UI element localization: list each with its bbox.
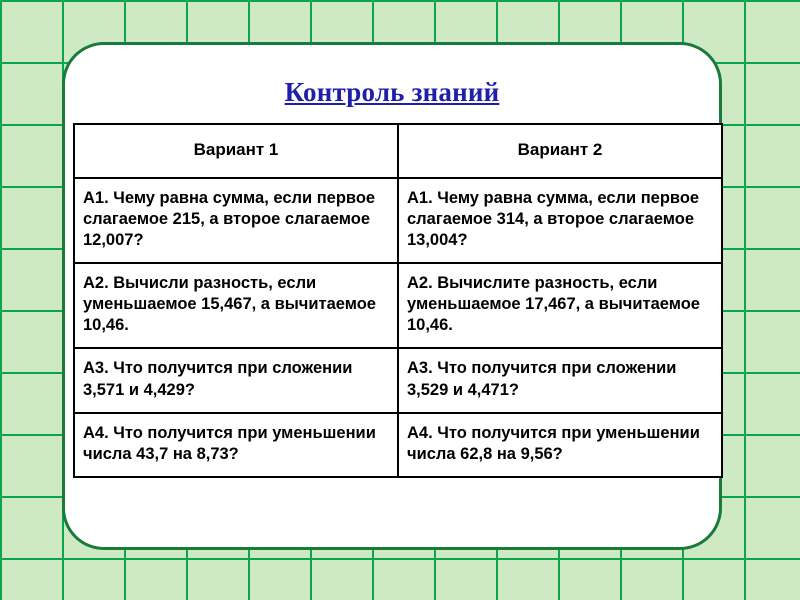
table-body <box>74 178 722 477</box>
question-a2-variant-2: А2. Вычислите разность, если уменьшаемое 17,467, а вычитаемое 10,46. <box>398 263 722 348</box>
table-row <box>74 413 722 477</box>
table-head <box>74 124 722 178</box>
question-a4-variant-1: А4. Что получится при уменьшении числа 43,7 на 8,73? <box>74 413 398 477</box>
table-row <box>74 263 722 348</box>
question-a4-variant-2: А4. Что получится при уменьшении числа 62,8 на 9,56? <box>398 413 722 477</box>
content-card <box>62 42 722 550</box>
question-a1-variant-1: А1. Чему равна сумма, если первое слагаемое 215, а второе слагаемое 12,007? <box>74 178 398 263</box>
question-a3-variant-2: А3. Что получится при сложении 3,529 и 4,471? <box>398 348 722 412</box>
quiz-table <box>73 123 723 478</box>
column-header-variant-1: Вариант 1 <box>74 124 398 178</box>
table-header-row <box>74 124 722 178</box>
quiz-table-wrapper <box>73 123 723 478</box>
table-row <box>74 348 722 412</box>
page-title: Контроль знаний <box>284 77 500 107</box>
question-a1-variant-2: А1. Чему равна сумма, если первое слагаемое 314, а второе слагаемое 13,004? <box>398 178 722 263</box>
table-row <box>74 178 722 263</box>
question-a3-variant-1: А3. Что получится при сложении 3,571 и 4,429? <box>74 348 398 412</box>
column-header-variant-2: Вариант 2 <box>398 124 722 178</box>
question-a2-variant-1: А2. Вычисли разность, если уменьшаемое 15,467, а вычитаемое 10,46. <box>74 263 398 348</box>
